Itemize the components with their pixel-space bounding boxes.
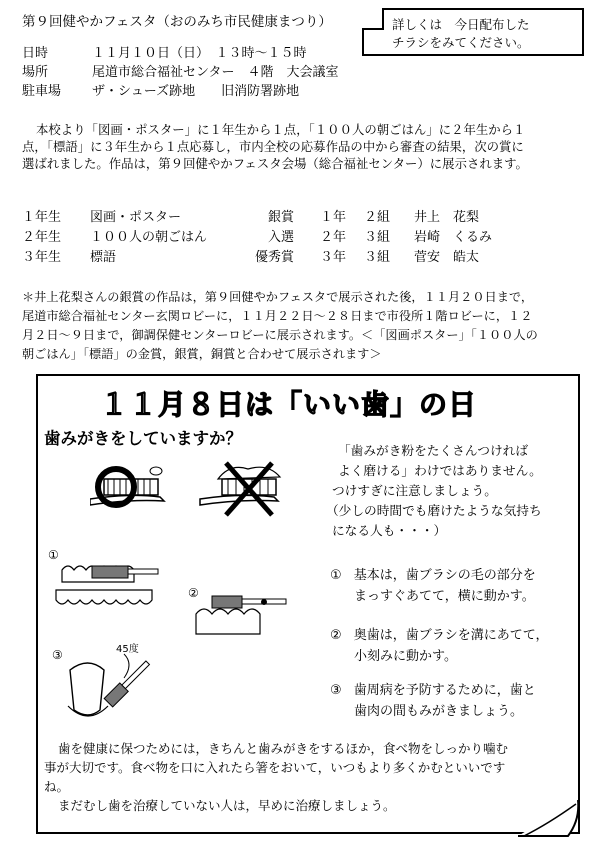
tip-item	[330, 680, 536, 722]
footnote-paragraph	[22, 288, 584, 364]
gum-line-brushing-illustration	[64, 650, 160, 732]
tip-item	[330, 565, 536, 607]
tip-line: 歯周病を予防するために，歯と	[353, 683, 536, 698]
callout-line: 「歯みがき粉をたくさんつければ	[338, 443, 529, 458]
callout-line: つけすぎに注意しましょう。	[332, 483, 497, 498]
event-parking-value: ザ・シューズ跡地 旧消防署跡地	[92, 84, 300, 99]
awards-table	[22, 209, 582, 269]
closing-paragraph	[44, 739, 576, 815]
brush-small-paste-icon	[90, 467, 164, 505]
award-category: 標語	[90, 250, 117, 265]
award-class: ３組	[364, 250, 391, 265]
award-category: １００人の朝ごはん	[90, 230, 208, 245]
award-grade: ２年生	[22, 230, 62, 245]
callout-line: になる人も・・・）	[332, 523, 447, 538]
note-line-2: チラシをみてください。	[392, 35, 530, 50]
event-parking-label: 駐車場	[22, 84, 62, 99]
intro-line: 選ばれました。作品は，第９回健やかフェスタ会場（総合福祉センター）に展示されます。	[22, 156, 528, 171]
footnote-line: 尾道市総合福祉センター玄関ロビーに，１１月２２日～２８日まで市役所１階ロビーに，１２	[22, 309, 533, 323]
award-class: ３組	[364, 230, 391, 245]
tip-number: ③	[330, 683, 342, 698]
award-grade: ３年生	[22, 250, 62, 265]
footnote-line: 月２日～９日まで，御調保健センターロビーに展示されます。＜「図画ポスター」「１００人の	[22, 328, 538, 342]
closing-line: まだむし歯を治療していない人は，早めに治療しましょう。	[58, 798, 396, 813]
intro-line: 点，「標語」に３年生から１点応募し，市内全校の応募作品の中から審査の結果，次の賞に	[22, 139, 524, 154]
teeth-day-title: １１月８日は「いい歯」の日	[100, 388, 478, 421]
award-name: 岩崎 くるみ	[414, 230, 493, 245]
tip-line: 歯肉の間もみがきましょう。	[354, 704, 524, 719]
tip-line: 小刻みに動かす。	[354, 649, 457, 664]
tip-line: まっすぐあてて，横に動かす。	[354, 589, 535, 604]
footnote-line: ＊井上花梨さんの銀賞の作品は，第９回健やかフェスタで展示された後，１１月２０日まで，	[22, 290, 534, 304]
intro-paragraph	[22, 121, 582, 172]
award-year: １年	[320, 210, 347, 225]
award-year: ３年	[320, 250, 347, 265]
footnote-line: 朝ごはん」「標語」の金賞，銀賞，銅賞と合わせて展示されます＞	[22, 347, 382, 361]
note-line-1: 詳しくは 今日配布した	[392, 17, 530, 32]
award-prize: 銀賞	[268, 210, 295, 225]
event-place-value: 尾道市総合福祉センター ４階 大会議室	[92, 65, 339, 80]
brush-angle-label: 45度	[116, 644, 139, 655]
note-fold-corner	[362, 8, 384, 30]
intro-line: 本校より「図画・ポスター」に１年生から１点，「１００人の朝ごはん」に２年生から１	[36, 122, 526, 137]
event-date-label: 日時	[22, 46, 49, 61]
brush-too-much-paste-icon	[200, 463, 280, 515]
callout-line: よく磨ける」わけではありません。	[338, 463, 542, 478]
award-year: ２年	[320, 230, 347, 245]
illus-number-2: ②	[188, 586, 199, 600]
event-date-value: １１月１０日（日） １３時～１５時	[92, 46, 307, 61]
illus-number-3: ③	[52, 648, 63, 662]
toothpaste-comparison-illustration	[90, 457, 310, 533]
closing-line: ね。	[44, 779, 70, 794]
back-teeth-groove-illustration	[192, 584, 290, 640]
brushing-question: 歯みがきをしていますか？	[44, 429, 242, 448]
award-name: 井上 花梨	[414, 210, 480, 225]
tip-number: ①	[330, 568, 342, 583]
award-prize: 入選	[268, 230, 295, 245]
award-category: 図画・ポスター	[90, 210, 182, 225]
tip-item	[330, 625, 549, 667]
illus-number-1: ①	[48, 548, 59, 562]
closing-line: 事が大切です。食べ物を口に入れたら箸をおいて，いつもより多くかむといいです	[44, 760, 506, 775]
note-box	[362, 8, 584, 56]
closing-line: 歯を健康に保つためには，きちんと歯みがきをするほか，食べ物をしっかり噛む	[58, 741, 509, 756]
award-name: 菅安 皓太	[414, 250, 480, 265]
award-grade: １年生	[22, 210, 62, 225]
molars-brushing-illustration	[52, 556, 164, 620]
tip-number: ②	[330, 628, 342, 643]
page-title: 第９回健やかフェスタ（おのみち市民健康まつり）	[22, 14, 332, 30]
toothpaste-callout	[326, 441, 542, 541]
tip-line: 基本は，歯ブラシの毛の部分を	[353, 568, 536, 583]
tip-line: 奥歯は，歯ブラシを溝にあてて，	[353, 628, 549, 643]
callout-line: （少しの時間でも磨けたような気持ち	[326, 503, 542, 518]
event-place-label: 場所	[22, 65, 49, 80]
award-class: ２組	[364, 210, 391, 225]
award-prize: 優秀賞	[255, 250, 295, 265]
